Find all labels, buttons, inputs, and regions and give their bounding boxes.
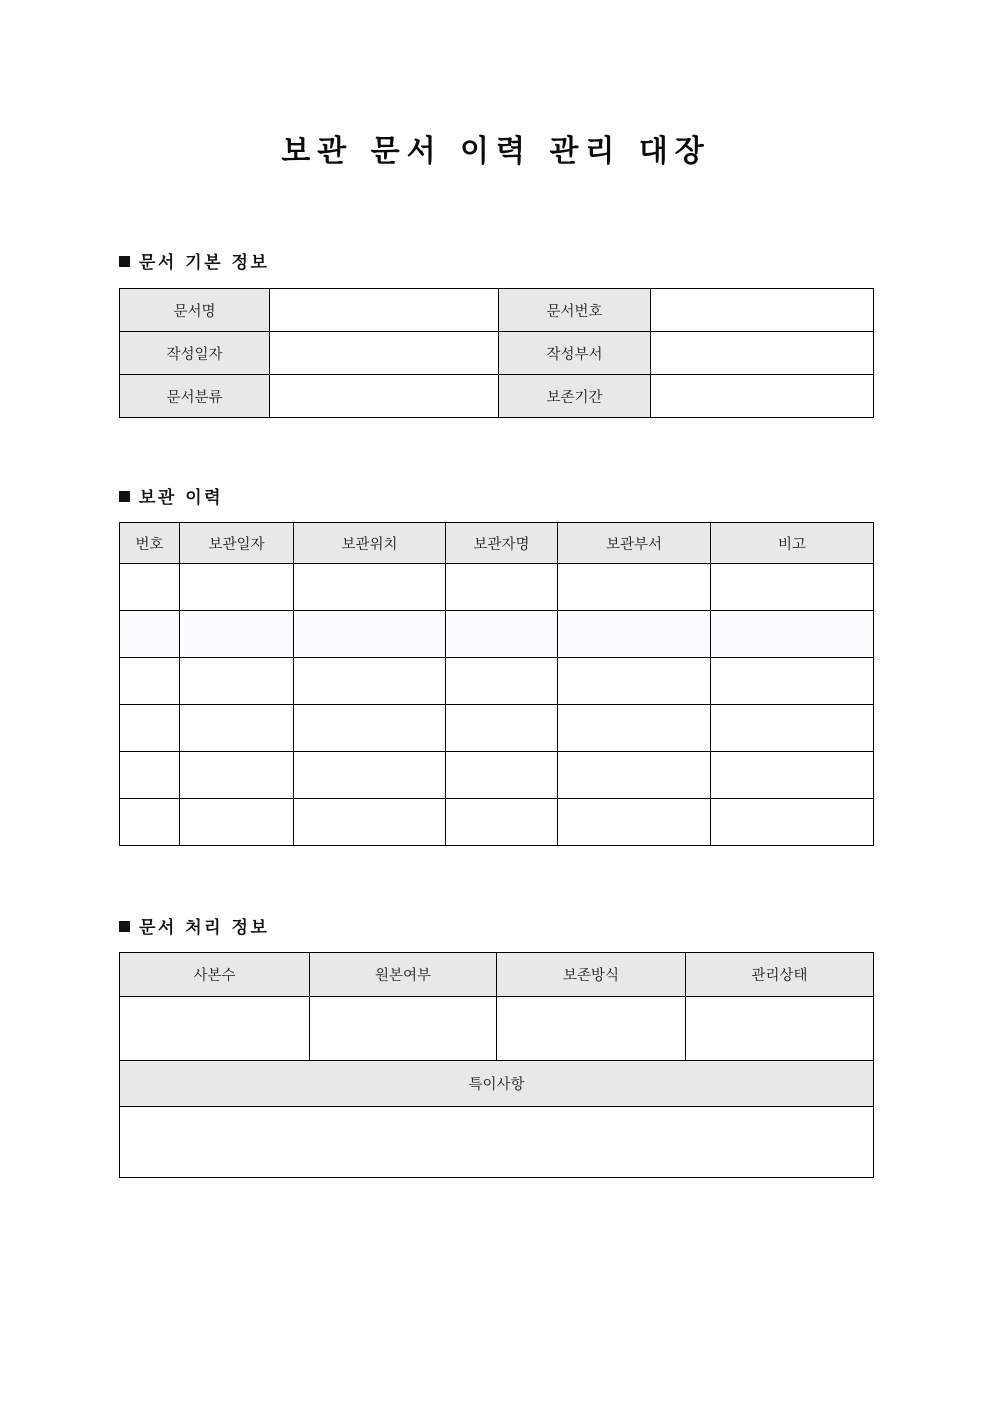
table-row bbox=[120, 997, 874, 1061]
cell-no[interactable] bbox=[120, 752, 180, 799]
column-header-date: 보관일자 bbox=[180, 523, 294, 564]
field-label-document-number: 문서번호 bbox=[499, 289, 651, 332]
square-bullet-icon bbox=[119, 256, 130, 267]
column-header-no: 번호 bbox=[120, 523, 180, 564]
section-heading-basic-info bbox=[119, 248, 269, 273]
page-title: 보관 문서 이력 관리 대장 bbox=[281, 134, 711, 169]
processing-info-table bbox=[119, 952, 874, 1178]
cell-no[interactable] bbox=[120, 658, 180, 705]
cell-location[interactable] bbox=[294, 799, 446, 846]
cell-no[interactable] bbox=[120, 611, 180, 658]
cell-note[interactable] bbox=[711, 658, 874, 705]
field-label-document-category: 문서분류 bbox=[120, 375, 270, 418]
cell-no[interactable] bbox=[120, 564, 180, 611]
table-row bbox=[120, 564, 874, 611]
cell-note[interactable] bbox=[711, 799, 874, 846]
cell-location[interactable] bbox=[294, 752, 446, 799]
table-row bbox=[120, 375, 874, 418]
remarks-label: 특이사항 bbox=[120, 1061, 874, 1107]
cell-keeper[interactable] bbox=[446, 705, 558, 752]
table-row bbox=[120, 1107, 874, 1178]
table-header-row bbox=[120, 523, 874, 564]
square-bullet-icon bbox=[119, 921, 130, 932]
remarks-input-area[interactable] bbox=[120, 1107, 874, 1178]
cell-no[interactable] bbox=[120, 799, 180, 846]
field-value-document-number[interactable] bbox=[651, 289, 874, 332]
cell-original-status[interactable] bbox=[310, 997, 497, 1061]
cell-department[interactable] bbox=[558, 752, 711, 799]
table-row bbox=[120, 752, 874, 799]
basic-info-table bbox=[119, 288, 874, 418]
cell-date[interactable] bbox=[180, 564, 294, 611]
table-row bbox=[120, 332, 874, 375]
cell-keeper[interactable] bbox=[446, 658, 558, 705]
cell-department[interactable] bbox=[558, 658, 711, 705]
column-header-keeper: 보관자명 bbox=[446, 523, 558, 564]
table-row bbox=[120, 611, 874, 658]
cell-keeper[interactable] bbox=[446, 752, 558, 799]
table-header-row bbox=[120, 953, 874, 997]
table-row bbox=[120, 289, 874, 332]
section-heading-processing-info-label: 문서 처리 정보 bbox=[139, 918, 270, 938]
table-row bbox=[120, 1061, 874, 1107]
field-label-created-dept: 작성부서 bbox=[499, 332, 651, 375]
cell-copy-count[interactable] bbox=[120, 997, 310, 1061]
cell-keeper[interactable] bbox=[446, 564, 558, 611]
table-row bbox=[120, 658, 874, 705]
cell-date[interactable] bbox=[180, 611, 294, 658]
cell-keeper[interactable] bbox=[446, 799, 558, 846]
column-header-preservation-type: 보존방식 bbox=[497, 953, 686, 997]
field-value-created-dept[interactable] bbox=[651, 332, 874, 375]
cell-note[interactable] bbox=[711, 752, 874, 799]
cell-date[interactable] bbox=[180, 705, 294, 752]
section-heading-storage-history bbox=[119, 483, 223, 508]
field-value-document-name[interactable] bbox=[270, 289, 499, 332]
cell-date[interactable] bbox=[180, 752, 294, 799]
square-bullet-icon bbox=[119, 491, 130, 502]
cell-note[interactable] bbox=[711, 611, 874, 658]
section-heading-processing-info bbox=[119, 913, 269, 938]
cell-department[interactable] bbox=[558, 611, 711, 658]
cell-note[interactable] bbox=[711, 705, 874, 752]
field-value-document-category[interactable] bbox=[270, 375, 499, 418]
cell-location[interactable] bbox=[294, 611, 446, 658]
section-heading-storage-history-label: 보관 이력 bbox=[139, 488, 224, 508]
field-value-created-date[interactable] bbox=[270, 332, 499, 375]
cell-department[interactable] bbox=[558, 564, 711, 611]
cell-location[interactable] bbox=[294, 705, 446, 752]
field-label-created-date: 작성일자 bbox=[120, 332, 270, 375]
storage-history-table bbox=[119, 522, 874, 846]
cell-management-status[interactable] bbox=[686, 997, 874, 1061]
field-label-retention-period: 보존기간 bbox=[499, 375, 651, 418]
cell-location[interactable] bbox=[294, 658, 446, 705]
column-header-management-status: 관리상태 bbox=[686, 953, 874, 997]
table-row bbox=[120, 705, 874, 752]
cell-location[interactable] bbox=[294, 564, 446, 611]
column-header-note: 비고 bbox=[711, 523, 874, 564]
column-header-copy-count: 사본수 bbox=[120, 953, 310, 997]
cell-date[interactable] bbox=[180, 658, 294, 705]
table-row bbox=[120, 799, 874, 846]
cell-department[interactable] bbox=[558, 705, 711, 752]
column-header-department: 보관부서 bbox=[558, 523, 711, 564]
cell-date[interactable] bbox=[180, 799, 294, 846]
field-value-retention-period[interactable] bbox=[651, 375, 874, 418]
column-header-original-status: 원본여부 bbox=[310, 953, 497, 997]
field-label-document-name: 문서명 bbox=[120, 289, 270, 332]
cell-department[interactable] bbox=[558, 799, 711, 846]
cell-no[interactable] bbox=[120, 705, 180, 752]
cell-keeper[interactable] bbox=[446, 611, 558, 658]
cell-note[interactable] bbox=[711, 564, 874, 611]
column-header-location: 보관위치 bbox=[294, 523, 446, 564]
cell-preservation-type[interactable] bbox=[497, 997, 686, 1061]
section-heading-basic-info-label: 문서 기본 정보 bbox=[139, 253, 270, 273]
